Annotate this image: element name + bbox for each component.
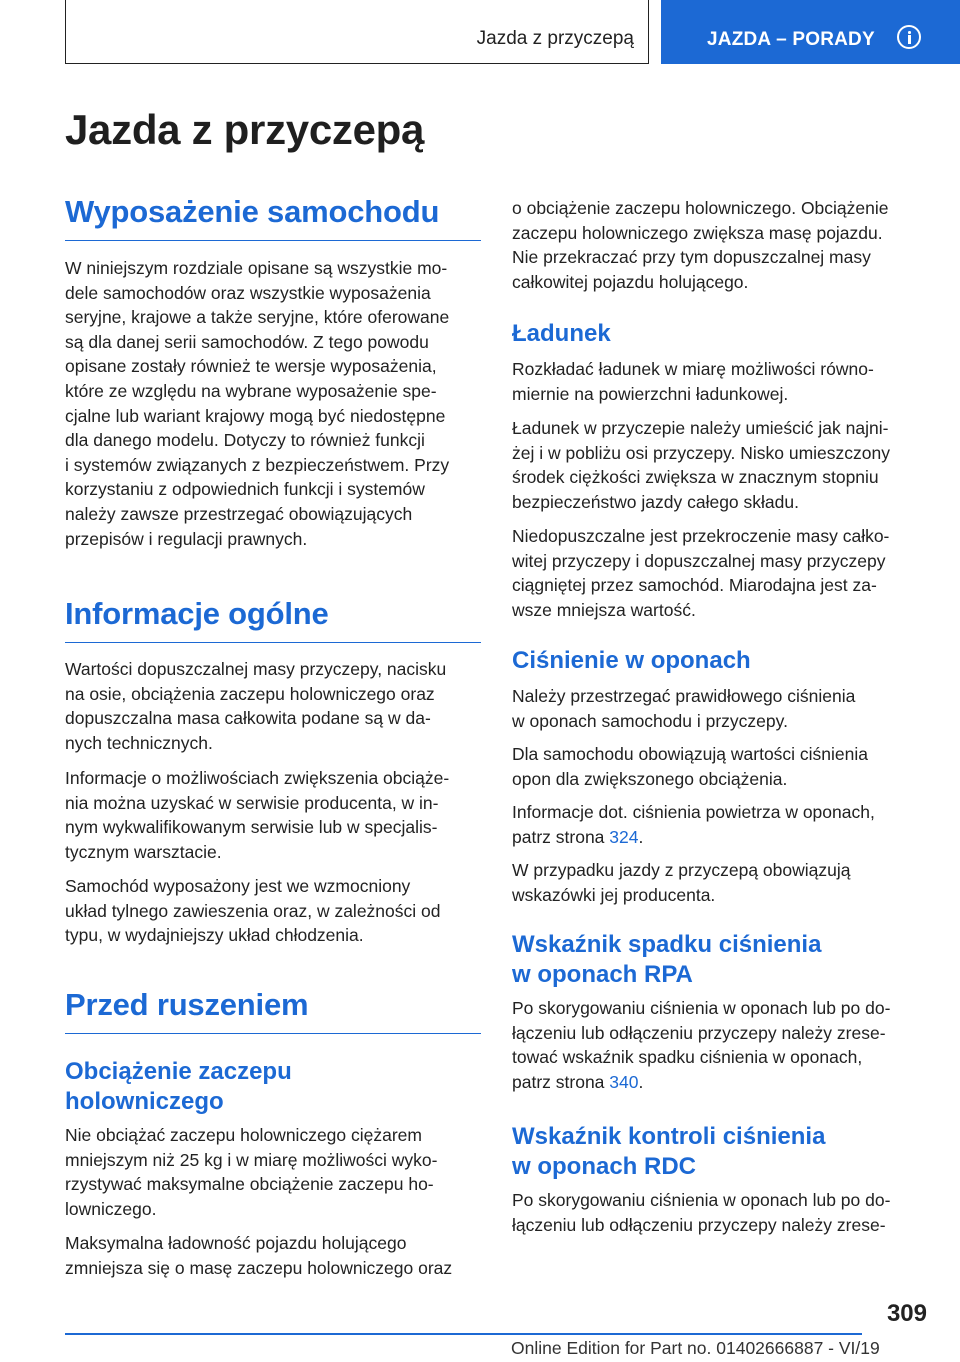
heading-rpa: Wskaźnik spadku ciśnienia w oponach RPA xyxy=(512,931,822,988)
paragraph-info-2: Informacje o możliwościach zwiększenia obciąże- nia można uzyskać w serwisie producenta, w in- nym wykwalifikowanym serwisie lub w specjalis- tycznym warsztacie. xyxy=(65,768,450,862)
section-title: Jazda z przyczepą xyxy=(476,28,634,49)
page-title: Jazda z przyczepą xyxy=(65,106,425,153)
heading-przed-ruszeniem: Przed ruszeniem xyxy=(65,987,481,1034)
chapter-tab[interactable] xyxy=(661,0,960,64)
heading-ladunek: Ładunek xyxy=(512,320,611,347)
paragraph-cisnienie-2: Dla samochodu obowiązują wartości ciśnienia opon dla zwiększonego obciążenia. xyxy=(512,744,869,789)
heading-wyposazenie: Wyposażenie samochodu xyxy=(65,194,481,241)
paragraph-continued: o obciążenie zaczepu holowniczego. Obciążenie zaczepu holowniczego zwiększa masę pojazdu. Nie przekraczać przy tym dopuszczalnej masy całkowitej pojazdu holującego. xyxy=(512,198,889,292)
paragraph-rdc: Po skorygowaniu ciśnienia w oponach lub po do- łączeniu lub odłączeniu przyczepy należy zrese- xyxy=(512,1190,891,1235)
footer-edition: Online Edition for Part no. 01402666887 - VI/19 xyxy=(511,1338,880,1358)
page-link-324[interactable]: 324 xyxy=(609,826,639,847)
paragraph-ladunek-2: Ładunek w przyczepie należy umieścić jak najni- żej i w pobliżu osi przyczepy. Nisko umieszczony środek ciężkości zwiększa w znacznym stopniu bezpieczeństwo jazdy całego składu. xyxy=(512,418,891,512)
page-number: 309 xyxy=(886,1300,927,1327)
paragraph-ladunek-3: Niedopuszczalne jest przekroczenie masy całko- witej przyczepy i dopuszczalnej masy przyczepy ciągniętej przez samochód. Miarodajna jest za- wsze mniejsza wartość. xyxy=(512,526,890,620)
page-link-340[interactable]: 340 xyxy=(609,1071,639,1092)
paragraph-obciazenie-1: Nie obciążać zaczepu holowniczego ciężarem mniejszym niż 25 kg i w miarę możliwości wyko- rzystywać maksymalne obciążenie zaczepu ho- lowniczego. xyxy=(65,1125,438,1219)
paragraph-info-1: Wartości dopuszczalnej masy przyczepy, nacisku na osie, obciążenia zaczepu holowniczego oraz dopuszczalna masa całkowita podane są w da- nych technicznych. xyxy=(65,659,447,753)
heading-informacje: Informacje ogólne xyxy=(65,596,481,643)
paragraph-obciazenie-2: Maksymalna ładowność pojazdu holującego zmniejsza się o masę zaczepu holowniczego oraz xyxy=(65,1233,453,1278)
paragraph-cisnienie-4: W przypadku jazdy z przyczepą obowiązują wskazówki jej producenta. xyxy=(512,860,851,905)
paragraph-wyposazenie: W niniejszym rozdziale opisane są wszystkie mo- dele samochodów oraz wszystkie wyposażenia seryjne, krajowe a także seryjne, które oferowane są dla danej serii samochodów. Z tego powodu opisane zostały również te wersje wyposażenia, które ze względu na wybrane wyposażenie spe- cjalne lub wariant krajowy mogą być niedostępne dla danego modelu. Dotyczy to również funkcji i systemów związanych z bezpieczeństwem. Przy korzystaniu z odpowiednich funkcji i systemów należy zawsze przestrzegać obowiązujących przepisów i regulacji prawnych. xyxy=(65,258,450,549)
paragraph-rpa: Po skorygowaniu ciśnienia w oponach lub po do- łączeniu lub odłączeniu przyczepy należy zrese- tować wskaźnik spadku ciśnienia w oponach, patrz strona 340. xyxy=(512,998,891,1092)
info-icon xyxy=(897,25,921,49)
chapter-title: JAZDA – PORADY xyxy=(707,29,875,50)
footer-divider xyxy=(65,1333,862,1335)
paragraph-cisnienie-3: Informacje dot. ciśnienia powietrza w oponach, patrz strona 324. xyxy=(512,802,875,847)
heading-rdc: Wskaźnik kontroli ciśnienia w oponach RDC xyxy=(512,1123,826,1180)
heading-cisnienie: Ciśnienie w oponach xyxy=(512,647,751,674)
paragraph-ladunek-1: Rozkładać ładunek w miarę możliwości równo- miernie na powierzchni ładunkowej. xyxy=(512,359,874,404)
paragraph-info-3: Samochód wyposażony jest we wzmocniony układ tylnego zawieszenia oraz, w zależności od typu, w wydajniejszy układ chłodzenia. xyxy=(65,876,441,946)
heading-obciazenie-zaczepu: Obciążenie zaczepu holowniczego xyxy=(65,1058,292,1115)
running-header xyxy=(65,0,649,64)
paragraph-cisnienie-1: Należy przestrzegać prawidłowego ciśnienia w oponach samochodu i przyczepy. xyxy=(512,686,856,731)
